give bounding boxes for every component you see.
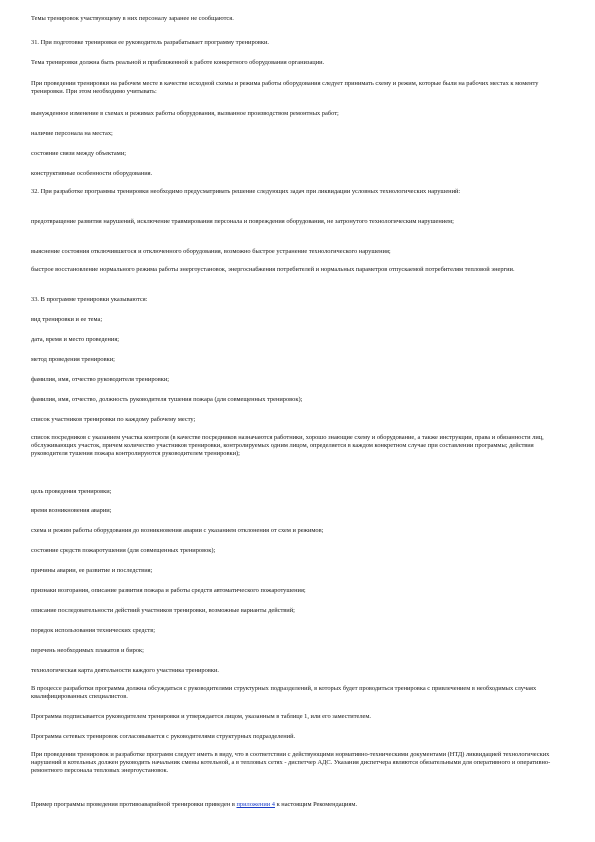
paragraph: дата, время и место проведения; [31, 336, 120, 343]
paragraph-with-link [31, 801, 566, 809]
text-after-link: к настоящим Рекомендациям. [274, 801, 358, 808]
paragraph: 33. В программе тренировки указываются: [31, 296, 148, 303]
paragraph: В процессе разработки программа должна обсуждаться с руководителями структурных подразделений, в которых будет проводиться тренировка с привлечением в необходимых случаях квалифицированных специалистов. [31, 685, 537, 700]
paragraph: Программа сетевых тренировок согласовывается с руководителями структурных подразделений. [31, 733, 296, 740]
paragraph: вид тренировки и ее тема; [31, 316, 103, 323]
paragraph: 32. При разработке программы тренировки необходимо предусматривать решение следующих задач при ликвидации условных технологических нарушений: [31, 188, 461, 195]
paragraph: выяснение состояния отключившегося и отключенного оборудования, возможно быстрое устранение технологического нарушения; [31, 248, 391, 255]
paragraph: фамилия, имя, отчество руководителя тренировки; [31, 376, 170, 383]
paragraph: Тема тренировки должна быть реальной и приближенной к работе конкретного оборудования организации. [31, 59, 325, 66]
paragraph: фамилия, имя, отчество, должность руководителя тушения пожара (для совмещенных тренировок); [31, 396, 303, 403]
paragraph: порядок использования технических средств; [31, 627, 156, 634]
paragraph: Темы тренировок участвующему в них персоналу заранее не сообщаются. [31, 15, 234, 22]
paragraph: Программа подписывается руководителем тренировки и утверждается лицом, указанным в таблице 1, или его заместителем. [31, 713, 371, 720]
paragraph: быстрое восстановление нормального режима работы энергоустановок, энергоснабжения потребителей и нормальных параметров отпускаемой потребителям тепловой энергии. [31, 266, 515, 273]
paragraph: При проведении тренировки на рабочем месте в качестве исходной схемы и режима работы оборудования следует принимать схему и режим, которые были на рабочих местах к моменту тренировки. При этом необходимо учитывать: [31, 80, 539, 95]
paragraph: состояние средств пожаротушения (для совмещенных тренировок); [31, 547, 216, 554]
text-before-link: Пример программы проведения противоаварийной тренировки приведен в [31, 801, 237, 808]
paragraph: список посредников с указанием участка контроля (в качестве посредников назначаются работники, хорошо знающие схему и оборудование, а также инструкции, права и обязанности лиц, обслуживающих участок, причем количество участников тренировки, контролируемых одним лицом, определяется в каждом конкретном случае при составлении программы; действия руководителя тушения пожара контролируются руководителем тренировки); [31, 434, 544, 457]
paragraph: перечень необходимых плакатов и бирок; [31, 647, 144, 654]
paragraph: цель проведения тренировки; [31, 488, 112, 495]
paragraph: предотвращение развития нарушений, исключение травмирования персонала и повреждения оборудования, не затронутого технологическим нарушением; [31, 218, 454, 225]
paragraph: список участников тренировки по каждому рабочему месту; [31, 416, 196, 423]
appendix-4-link[interactable]: приложении 4 [236, 801, 275, 808]
paragraph: состояние связи между объектами; [31, 150, 127, 157]
paragraph: причины аварии, ее развитие и последствия; [31, 567, 153, 574]
paragraph: вынужденное изменение в схемах и режимах работы оборудования, вызванное производством ремонтных работ; [31, 110, 339, 117]
paragraph: При проведении тренировок и разработке программ следует иметь в виду, что в соответствии с действующими нормативно-техническими документами (НТД) ликвидацией технологических нарушений в котельных должен руководить начальник смены котельной, а в тепловых сетях - диспетчер АДС. Указания диспетчера являются обязательными для оперативного и оперативно-ремонтного персонала тепловых энергоустановок. [31, 751, 551, 774]
paragraph: описание последовательности действий участников тренировки, возможные варианты действий; [31, 607, 295, 614]
paragraph: технологическая карта деятельности каждого участника тренировки. [31, 667, 219, 674]
paragraph: 31. При подготовке тренировки ее руководитель разрабатывает программу тренировки. [31, 39, 269, 46]
paragraph: наличие персонала на местах; [31, 130, 113, 137]
paragraph: конструктивные особенности оборудования. [31, 170, 153, 177]
paragraph: метод проведения тренировки; [31, 356, 115, 363]
paragraph: схема и режим работы оборудования до возникновения аварии с указанием отклонения от схем и режимов; [31, 527, 324, 534]
paragraph: признаки возгорания, описание развития пожара и работы средств автоматического пожаротушения; [31, 587, 306, 594]
paragraph: время возникновения аварии; [31, 507, 112, 514]
